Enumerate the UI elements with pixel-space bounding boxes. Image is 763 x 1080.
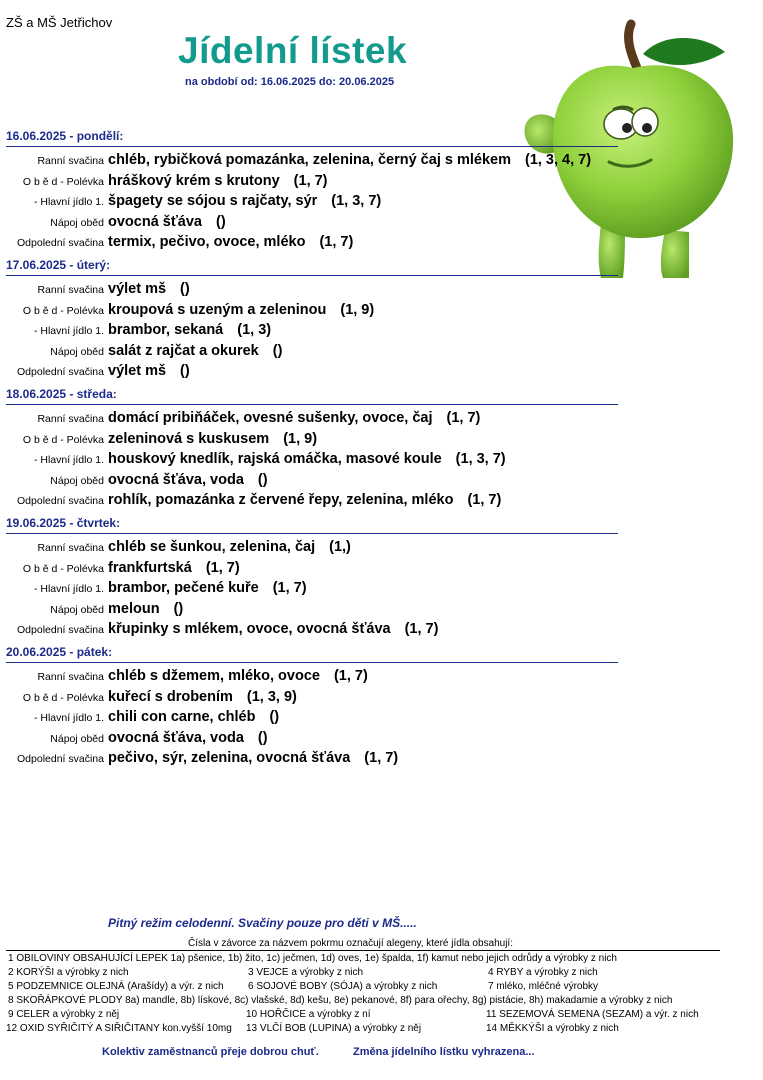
dish-name: brambor, pečené kuře xyxy=(108,580,259,596)
meal-label: Ranní svačina xyxy=(37,413,104,425)
meal-label: - Hlavní jídlo 1. xyxy=(33,583,104,595)
footer-change-note: Změna jídelního lístku vyhrazena... xyxy=(353,1046,535,1058)
meal-label: O b ě d - Polévka xyxy=(22,175,104,188)
dish-allergens: () xyxy=(272,342,283,359)
meal-label: Nápoj oběd xyxy=(50,732,104,745)
day-section xyxy=(6,129,618,255)
dish-allergens: (1, 3, 7) xyxy=(331,193,382,209)
meal-label: Ranní svačina xyxy=(37,671,104,683)
meal-dish xyxy=(108,668,368,684)
meal-label: Odpolední svačina xyxy=(17,366,104,378)
meal-row-hlavni xyxy=(6,709,618,730)
meal-dish xyxy=(108,601,183,617)
dish-allergens: () xyxy=(180,363,190,379)
meal-dish xyxy=(108,750,398,766)
dish-allergens: (1, 9) xyxy=(340,301,375,318)
dish-allergens: () xyxy=(257,729,268,746)
meal-row-odpoledni xyxy=(6,750,618,771)
day-heading: 20.06.2025 - pátek: xyxy=(6,645,618,663)
dish-name: ovocná šťáva xyxy=(108,213,202,230)
meal-row-odpoledni xyxy=(6,234,618,255)
meal-dish xyxy=(108,730,268,746)
meal-label: Ranní svačina xyxy=(37,155,104,167)
meal-label: Odpolední svačina xyxy=(17,624,104,636)
allergen-7: 7 mléko, mléčné výrobky xyxy=(488,981,599,992)
day-heading: 16.06.2025 - pondělí: xyxy=(6,129,618,147)
meal-row-ranni xyxy=(6,281,618,302)
dish-name: domácí pribiňáček, ovesné sušenky, ovoce, čaj xyxy=(108,410,433,426)
meal-label: Odpolední svačina xyxy=(17,753,104,765)
allergen-4: 4 RYBY a výrobky z nich xyxy=(488,967,598,978)
meal-row-odpoledni xyxy=(6,621,618,642)
allergen-11: 11 SEZEMOVÁ SEMENA (SEZAM) a výr. z nich xyxy=(486,1009,699,1020)
day-heading: 18.06.2025 - středa: xyxy=(6,387,618,405)
meal-dish xyxy=(108,539,351,555)
page-title: Jídelní lístek xyxy=(178,30,408,71)
dish-name: chléb s džemem, mléko, ovoce xyxy=(108,668,320,684)
meal-row-ranni xyxy=(6,668,618,689)
meal-dish xyxy=(108,492,501,508)
meal-label: - Hlavní jídlo 1. xyxy=(33,325,104,337)
dish-allergens: (1, 7) xyxy=(333,668,368,684)
meal-row-ranni xyxy=(6,539,618,560)
meal-dish xyxy=(108,560,240,576)
meal-dish xyxy=(108,173,328,189)
day-heading: 19.06.2025 - čtvrtek: xyxy=(6,516,618,534)
dish-name: chili con carne, chléb xyxy=(108,709,256,725)
dish-name: salát z rajčat a okurek xyxy=(108,342,259,359)
day-heading: 17.06.2025 - úterý: xyxy=(6,258,618,276)
allergen-2: 2 KORÝŠI a výrobky z nich xyxy=(8,967,129,978)
meal-row-napoj xyxy=(6,730,618,751)
dish-allergens: () xyxy=(216,213,226,230)
dish-allergens: (1, 7) xyxy=(467,492,502,508)
meal-label: Nápoj oběd xyxy=(50,216,104,229)
dish-allergens: (1, 9) xyxy=(283,430,318,447)
allergen-12: 12 OXID SYŘIČITÝ A SIŘIČITANY kon.vyšší 10mg xyxy=(6,1023,232,1034)
dish-allergens: () xyxy=(180,281,190,297)
meal-dish xyxy=(108,214,226,230)
dish-allergens: (1, 7) xyxy=(364,750,399,766)
dish-allergens: (1,) xyxy=(329,539,351,555)
day-section xyxy=(6,645,618,771)
meal-row-polevka xyxy=(6,302,618,323)
meal-dish xyxy=(108,451,506,467)
meal-row-hlavni xyxy=(6,193,618,214)
dish-name: špagety se sójou s rajčaty, sýr xyxy=(108,193,318,209)
meal-dish xyxy=(108,234,353,250)
meal-label: Nápoj oběd xyxy=(50,345,104,358)
meal-row-polevka xyxy=(6,431,618,452)
meal-row-odpoledni xyxy=(6,492,618,513)
meal-dish xyxy=(108,152,591,168)
meal-label: Odpolední svačina xyxy=(17,237,104,249)
dish-allergens: () xyxy=(269,709,280,725)
meal-row-hlavni xyxy=(6,451,618,472)
dish-name: meloun xyxy=(108,600,160,617)
day-section xyxy=(6,516,618,642)
meal-label: - Hlavní jídlo 1. xyxy=(33,196,104,208)
meal-row-hlavni xyxy=(6,322,618,343)
dish-name: kroupová s uzeným a zeleninou xyxy=(108,301,327,318)
meal-label: O b ě d - Polévka xyxy=(22,433,104,446)
meal-dish xyxy=(108,363,190,379)
allergen-3: 3 VEJCE a výrobky z nich xyxy=(248,967,364,978)
dish-allergens: (1, 3, 4, 7) xyxy=(524,152,592,168)
dish-name: kuřecí s drobením xyxy=(108,688,233,705)
allergen-intro: Čísla v závorce za názvem pokrmu označují alegeny, které jídla obsahují: xyxy=(188,938,513,949)
meal-label: Nápoj oběd xyxy=(50,603,104,616)
meal-label: - Hlavní jídlo 1. xyxy=(33,712,104,724)
meal-row-polevka xyxy=(6,560,618,581)
drinking-regime-note: Pitný režim celodenní. Svačiny pouze pro děti v MŠ..... xyxy=(108,916,417,930)
meal-row-napoj xyxy=(6,601,618,622)
footer-wish: Kolektiv zaměstnanců přeje dobrou chuť. xyxy=(102,1046,319,1058)
dish-name: pečivo, sýr, zelenina, ovocná šťáva xyxy=(108,750,351,766)
meal-row-polevka xyxy=(6,173,618,194)
allergen-8: 8 SKOŘÁPKOVÉ PLODY 8a) mandle, 8b) lískové, 8c) vlašské, 8d) kešu, 8e) pekanové, 8f) para ořechy, 8g) pistácie, 8h) makadamie a výrobky z nich xyxy=(8,995,673,1006)
meal-label: O b ě d - Polévka xyxy=(22,691,104,704)
meal-dish xyxy=(108,431,317,447)
allergen-5: 5 PODZEMNICE OLEJNÁ (Arašídy) a výr. z nich xyxy=(8,981,224,992)
meal-row-ranni xyxy=(6,152,618,173)
meal-label: Ranní svačina xyxy=(37,542,104,554)
dish-allergens: (1, 7) xyxy=(272,580,307,596)
allergen-1: 1 OBILOVINY OBSAHUJÍCÍ LEPEK 1a) pšenice, 1b) žito, 1c) ječmen, 1d) oves, 1e) špalda, 1f) kamut nebo jejich odrůdy a výrobky z nich xyxy=(8,953,617,964)
dish-name: chléb, rybičková pomazánka, zelenina, černý čaj s mlékem xyxy=(108,152,511,168)
meal-dish xyxy=(108,343,282,359)
menu-period: na období od: 16.06.2025 do: 20.06.2025 xyxy=(185,76,395,88)
dish-name: výlet mš xyxy=(108,281,167,297)
allergen-14: 14 MĚKKÝŠI a výrobky z nich xyxy=(486,1023,619,1034)
dish-allergens: (1, 7) xyxy=(293,172,328,189)
dish-name: chléb se šunkou, zelenina, čaj xyxy=(108,539,316,555)
dish-allergens: (1, 3, 9) xyxy=(246,688,297,705)
day-section xyxy=(6,258,618,384)
meal-dish xyxy=(108,322,271,338)
dish-name: rohlík, pomazánka z červené řepy, zelenina, mléko xyxy=(108,492,454,508)
dish-allergens: (1, 3, 7) xyxy=(455,451,506,467)
dish-name: zeleninová s kuskusem xyxy=(108,430,270,447)
meal-row-hlavni xyxy=(6,580,618,601)
meal-dish xyxy=(108,621,438,637)
meal-label: Odpolední svačina xyxy=(17,495,104,507)
dish-name: brambor, sekaná xyxy=(108,322,224,338)
school-name: ZŠ a MŠ Jetřichov xyxy=(6,15,113,30)
dish-allergens: (1, 7) xyxy=(319,234,354,250)
dish-name: houskový knedlík, rajská omáčka, masové koule xyxy=(108,451,442,467)
dish-name: termix, pečivo, ovoce, mléko xyxy=(108,234,306,250)
dish-allergens: () xyxy=(173,600,184,617)
allergen-6: 6 SOJOVÉ BOBY (SÓJA) a výrobky z nich xyxy=(248,981,438,992)
meal-label: Ranní svačina xyxy=(37,284,104,296)
meal-dish xyxy=(108,281,190,297)
dish-name: ovocná šťáva, voda xyxy=(108,729,244,746)
meal-dish xyxy=(108,302,374,318)
meal-label: - Hlavní jídlo 1. xyxy=(33,454,104,466)
dish-allergens: (1, 7) xyxy=(404,621,439,637)
dish-name: hráškový krém s krutony xyxy=(108,172,280,189)
dish-name: frankfurtská xyxy=(108,559,192,576)
meal-label: Nápoj oběd xyxy=(50,474,104,487)
meal-dish xyxy=(108,580,307,596)
meal-dish xyxy=(108,689,297,705)
day-section xyxy=(6,387,618,513)
meal-row-polevka xyxy=(6,689,618,710)
meal-dish xyxy=(108,472,268,488)
meal-row-napoj xyxy=(6,472,618,493)
dish-name: ovocná šťáva, voda xyxy=(108,471,244,488)
dish-allergens: (1, 7) xyxy=(205,559,240,576)
dish-allergens: (1, 3) xyxy=(237,322,272,338)
dish-name: výlet mš xyxy=(108,363,167,379)
meal-dish xyxy=(108,410,480,426)
dish-allergens: (1, 7) xyxy=(446,410,481,426)
meal-row-ranni xyxy=(6,410,618,431)
allergen-13: 13 VLČÍ BOB (LUPINA) a výrobky z něj xyxy=(246,1023,422,1034)
allergen-divider xyxy=(6,950,720,951)
meal-row-napoj xyxy=(6,214,618,235)
dish-name: křupinky s mlékem, ovoce, ovocná šťáva xyxy=(108,621,391,637)
meal-dish xyxy=(108,709,279,725)
dish-allergens: () xyxy=(257,471,268,488)
allergen-9: 9 CELER a výrobky z něj xyxy=(8,1009,120,1020)
meal-label: O b ě d - Polévka xyxy=(22,562,104,575)
allergen-10: 10 HOŘČICE a výrobky z ní xyxy=(246,1009,371,1020)
meal-row-odpoledni xyxy=(6,363,618,384)
meal-label: O b ě d - Polévka xyxy=(22,304,104,317)
meal-dish xyxy=(108,193,381,209)
meal-row-napoj xyxy=(6,343,618,364)
